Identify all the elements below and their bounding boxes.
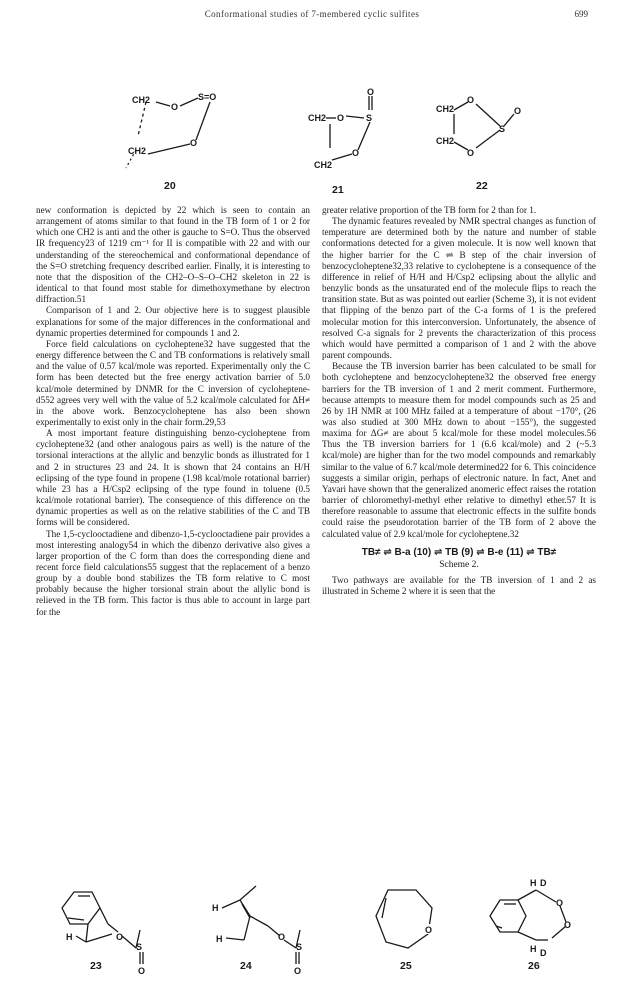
structure-23 [42,878,172,978]
structure-22-atom: O [467,95,475,105]
structure-24-atom: H [212,903,219,913]
structure-20-atom: O [171,102,179,112]
paragraph: The dynamic features revealed by NMR spectral changes as function of temperature are determined both by the nature and number of stable conformations detected for a given molecule. It is now well known that the higher barrier for the C ⇌ B step of the chair inversion of benzocycloheptene32,33 relative to cycloheptene is a consequence of the difference in relief of H/H and H/Csp2 eclipsing about the allylic and benzylic bonds as the unsaturated end of the molecule flips to reach the transition state. But as was pointed out earlier (Scheme 3), it is not evident that flipping of the benzo part of the C-a forms of 1 is the prefered molecular motion for this interconversion. Unfortunately, the absence of resolved C-a signals for 2 prevents the characterization of this process which would have permitted a comparison of 1 and 2 with the above parent compounds. [322,216,596,361]
structure-24-atom: S [296,942,303,952]
paragraph: Because the TB inversion barrier has been calculated to be small for both cycloheptene and benzocycloheptene32 the observed free energy barriers for the TB inversion of 1 and 2 merit comment. Furthermore, because attempts to measure them for model compounds such as 25 and 26 by 1H NMR at 100 MHz failed at a temperature of about −170°, (26 was also studied at 300 MHz down to about −155°), the suggested maxima for ΔG≠ are about 5 kcal/mole for these model molecules.56 Thus the TB inversion barriers for 1 (6.6 kcal/mole) and 2 (~5.3 kcal/mole) are higher than for the two model compounds and remarkably similar to the value of 6.7 kcal/mole determined22 for 6. This coincidence suggests a similar origin, perhaps of electronic nature. In fact, Anet and Yavari have shown that the generalized anomeric effect raises the rotation barrier of chloromethyl-methyl ether relative to dimethyl ether.57 It is therefore reasonable to assume that electronic effects in the sulfite bonds could raise the pseudorotation barrier of the TB form of 2 above the calculated value of 2.9 kcal/mole for cycloheptene.32 [322,361,596,539]
structure-20-atom: CH2 [132,95,151,105]
paragraph: The 1,5-cyclooctadiene and dibenzo-1,5-cyclooctadiene pair provides a most interesting analogy54 in which the dibenzo derivative also gives a larger proportion of the C form than does the corresponding diene and recent force field calculations55 suggest that the replacement of a benzo group by a double bond stabilizes the TB form relative to C most probably because the higher torsional strain about the allylic bond is relieved in the TB form. This factor is thus able to account in large part for the [36,528,310,617]
structure-label-23: 23 [90,960,102,972]
structure-25 [352,876,462,966]
structure-26 [470,876,600,966]
structure-21-atom: CH2 [314,160,333,170]
structure-24 [196,878,326,978]
structure-26-atom: D [540,878,547,888]
structure-label-26: 26 [528,960,540,972]
structure-22-atom: S [499,124,506,134]
paragraph: Comparison of 1 and 2. Our objective here is to suggest plausible explanations for some of the major differences in the conformational and dynamic properties determined for compounds 1 and 2. [36,305,310,338]
structure-22-atom: CH2 [436,136,455,146]
structure-22 [424,92,544,172]
paragraph: A most important feature distinguishing benzo-cycloheptene from cycloheptene32 (and other analogous pairs as well) is the nature of the torsional interactions at the allylic and benzylic bonds as illustrated for 1 and 2 in structures 23 and 24. It is shown that 24 contains an H/H eclipsing of the type found in propene (1.98 kcal/mole rotational barrier) while 23 has a H/Csp2 eclipsing of the type found in toluene (0.5 kcal/mole rotational barrier). The consequence of this difference on the dynamic properties as well as on the relative stabilities of the C and TB forms will be considered. [36,428,310,528]
structure-22-atom: CH2 [436,104,455,114]
paragraph: Two pathways are available for the TB inversion of 1 and 2 as illustrated in Scheme 2 where it is seen that the [322,575,596,597]
structure-22-atom: O [467,148,475,158]
structure-label-22: 22 [476,180,488,192]
structure-21-atom: O [367,88,375,97]
structure-26-atom: D [540,948,547,958]
structure-label-20: 20 [164,180,176,192]
structure-26-atom: O [556,898,564,908]
structure-23-atom: O [116,932,124,942]
structure-26-atom: H [530,878,537,888]
structure-20 [118,88,248,183]
paragraph: new conformation is depicted by 22 which is seen to contain an arrangement of atoms similar to that found in the TB form of 1 or 2 for which one CH2 is anti and the other is gauche to S=O. Thus the observed IR frequency23 of 1219 cm⁻¹ for II is compatible with 22 and with our understanding of the stereochemical and conformational dependance of the S=O stretching frequency described earlier. Finally, it is interesting to note that the disposition of the CH2–O–S–O–CH2 skeleton in 22 is identical to that found most stable for dimethoxymethane by electron diffraction.51 [36,205,310,305]
paragraph: Force field calculations on cycloheptene32 have suggested that the energy difference between the C and TB conformations is relatively small and the value of 0.57 kcal/mole was reported. Experimentally only the C form has been detected but the free energy activation barrier of 5.0 kcal/mole determined by DNMR for the C inversion of cycloheptene-d552 agrees very well with the value of 5.2 kcal/mole calculated for ΔH≠ in the above work. Benzocycloheptene has also been shown experimentally to exist only in the chair form.29,53 [36,338,310,427]
structure-20-atom: S=O [198,92,217,102]
structure-20-atom: O [190,138,198,148]
structure-label-21: 21 [332,184,344,196]
structure-24-atom: O [278,932,286,942]
structure-20-atom: CH2 [128,146,147,156]
structure-label-25: 25 [400,960,412,972]
structure-21-atom: S [366,113,373,123]
scheme-2-caption: Scheme 2. [439,559,479,570]
structure-24-atom: H [216,934,223,944]
page-header [0,9,624,23]
structure-label-24: 24 [240,960,252,972]
structure-21-atom: CH2 [308,113,327,123]
structure-26-atom: H [530,944,537,954]
left-column [36,205,310,618]
structure-21-atom: O [352,148,360,158]
running-title: Conformational studies of 7-membered cyclic sulfites [204,9,420,19]
structure-23-atom: O [138,966,146,976]
structure-21 [296,88,406,183]
structure-24-atom: O [294,966,302,976]
right-column [322,205,596,597]
structure-26-atom: O [564,920,572,930]
page-number: 699 [574,9,588,19]
structure-22-atom: O [514,106,522,116]
structure-23-atom: S [136,942,143,952]
structure-25-atom: O [425,925,433,935]
scheme-2-equation: TB≠ ⇌ B-a (10) ⇌ TB (9) ⇌ B-e (11) ⇌ TB≠ [361,546,557,558]
structure-23-atom: H [66,932,73,942]
structure-21-atom: O [337,113,345,123]
paragraph: greater relative proportion of the TB form for 2 than for 1. [322,205,537,215]
